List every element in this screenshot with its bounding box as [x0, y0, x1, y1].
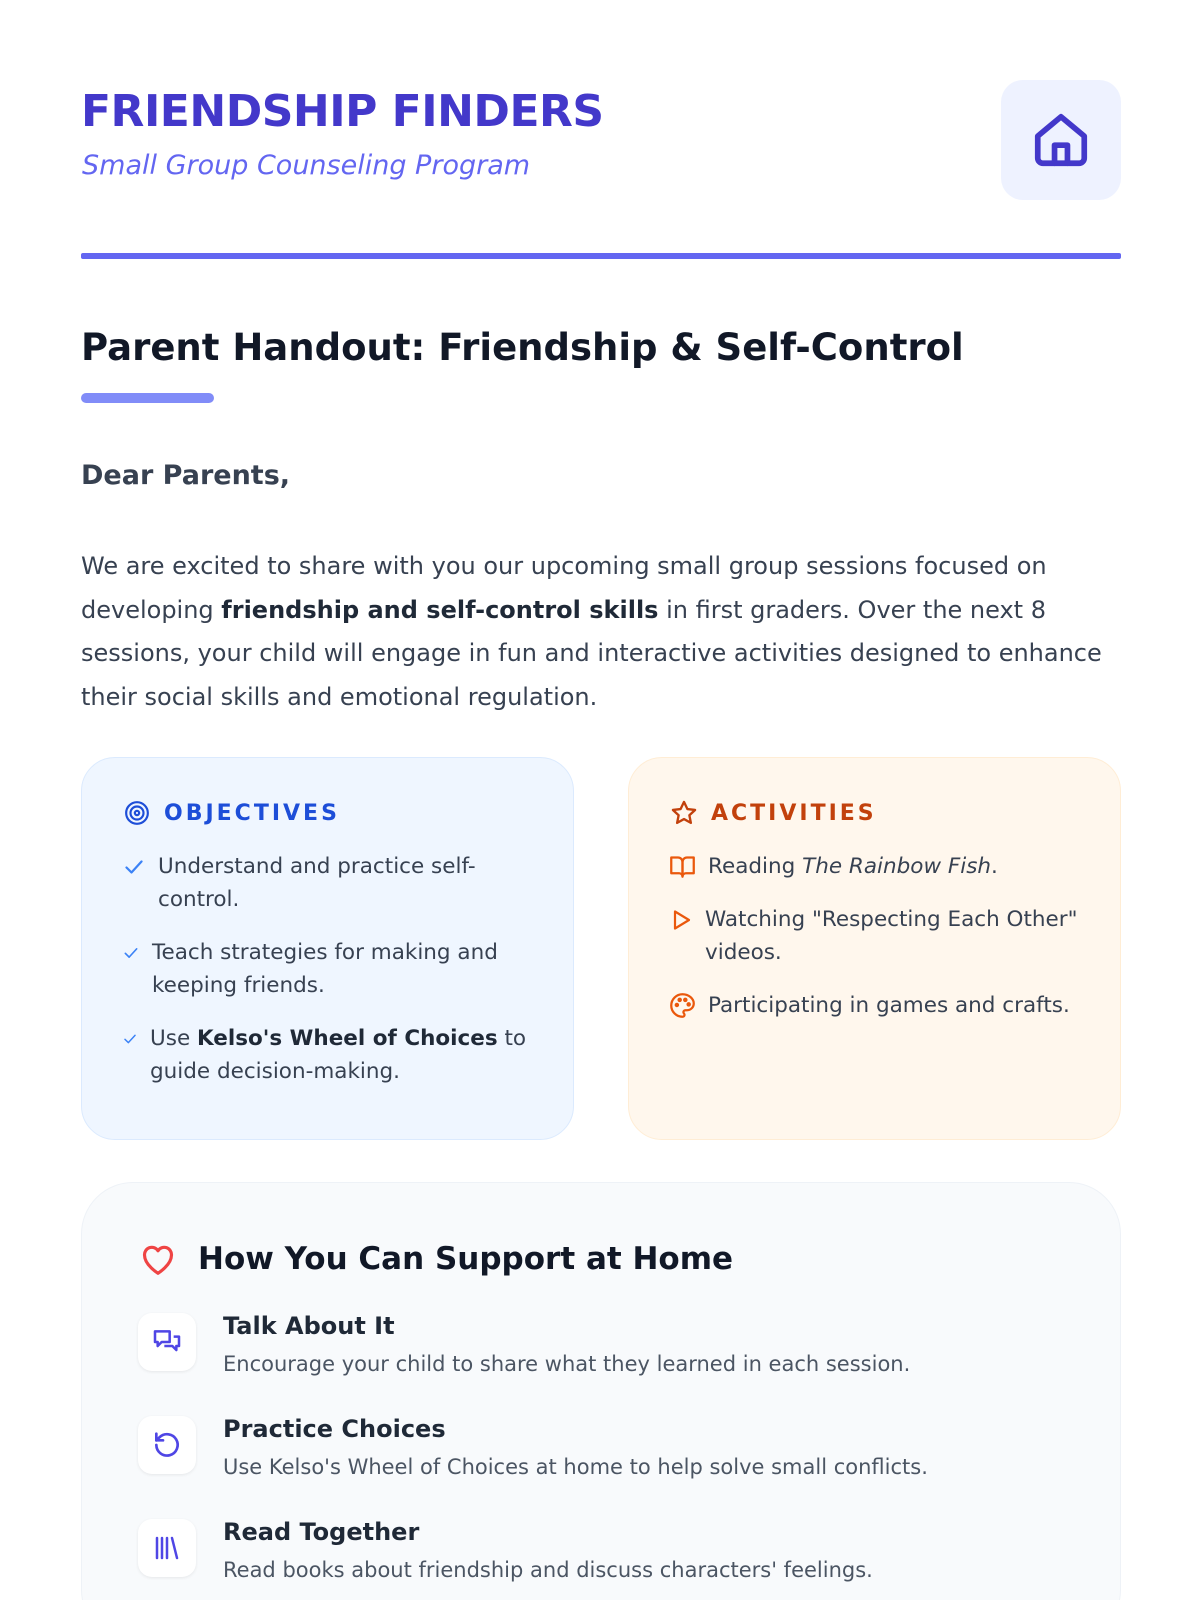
tip-description: Read books about friendship and discuss characters' feelings. — [223, 1558, 873, 1582]
activity-text: Reading The Rainbow Fish. — [708, 854, 998, 879]
activities-card — [628, 757, 1121, 1140]
support-tip — [138, 1513, 1064, 1600]
tip-description: Use Kelso's Wheel of Choices at home to help solve small conflicts. — [223, 1455, 928, 1479]
activity-item — [669, 903, 1080, 969]
tip-title: Read Together — [223, 1518, 420, 1546]
check-icon — [122, 1022, 138, 1055]
tip-description: Encourage your child to share what they learned in each session. — [223, 1352, 911, 1376]
support-tip — [138, 1410, 1064, 1513]
activity-text: Participating in games and crafts. — [708, 993, 1070, 1018]
intro-paragraph — [81, 545, 1121, 719]
tip-title: Talk About It — [223, 1312, 395, 1340]
support-title: How You Can Support at Home — [198, 1241, 734, 1277]
star-icon — [669, 798, 699, 828]
activities-heading: ACTIVITIES — [711, 800, 877, 826]
rotate-icon — [138, 1416, 196, 1474]
activity-item — [669, 989, 1080, 1022]
program-subtitle: Small Group Counseling Program — [82, 150, 531, 181]
objective-text: Understand and practice self-control. — [158, 854, 476, 912]
target-icon — [122, 798, 152, 828]
intro-highlight: friendship and self-control skills — [221, 595, 659, 624]
objectives-card — [81, 757, 574, 1140]
header-divider — [81, 253, 1121, 259]
objective-text: Teach strategies for making and keeping friends. — [152, 940, 498, 998]
palette-icon — [669, 989, 696, 1022]
activity-item — [669, 850, 1080, 883]
header — [81, 80, 1121, 200]
check-icon — [122, 936, 140, 969]
objective-item — [122, 1022, 533, 1088]
home-button[interactable] — [1001, 80, 1121, 200]
home-icon — [1030, 109, 1092, 171]
activity-text: Watching "Respecting Each Other" videos. — [705, 907, 1078, 965]
intro-text-start: We are excited to share with you our upcoming small group sessions focused on developing — [81, 552, 1047, 624]
chat-icon — [138, 1313, 196, 1371]
play-icon — [669, 903, 693, 936]
heart-icon — [138, 1239, 178, 1279]
support-section — [81, 1182, 1121, 1600]
objective-item — [122, 850, 533, 916]
title-underline — [81, 393, 214, 403]
book-open-icon — [669, 850, 696, 883]
intro-text-end: in first graders. Over the next 8 sessions, your child will engage in fun and interactive activities designed to enhance their social skills and emotional regulation. — [81, 595, 1102, 711]
objective-item — [122, 936, 533, 1002]
objective-text: Use Kelso's Wheel of Choices to guide decision-making. — [150, 1026, 527, 1084]
check-icon — [122, 850, 146, 883]
support-tip — [138, 1307, 1064, 1410]
objectives-heading: OBJECTIVES — [164, 800, 340, 826]
greeting: Dear Parents, — [81, 460, 291, 491]
page-title: Parent Handout: Friendship & Self-Control — [81, 326, 964, 369]
program-title: FRIENDSHIP FINDERS — [81, 86, 604, 137]
library-icon — [138, 1519, 196, 1577]
tip-title: Practice Choices — [223, 1415, 446, 1443]
